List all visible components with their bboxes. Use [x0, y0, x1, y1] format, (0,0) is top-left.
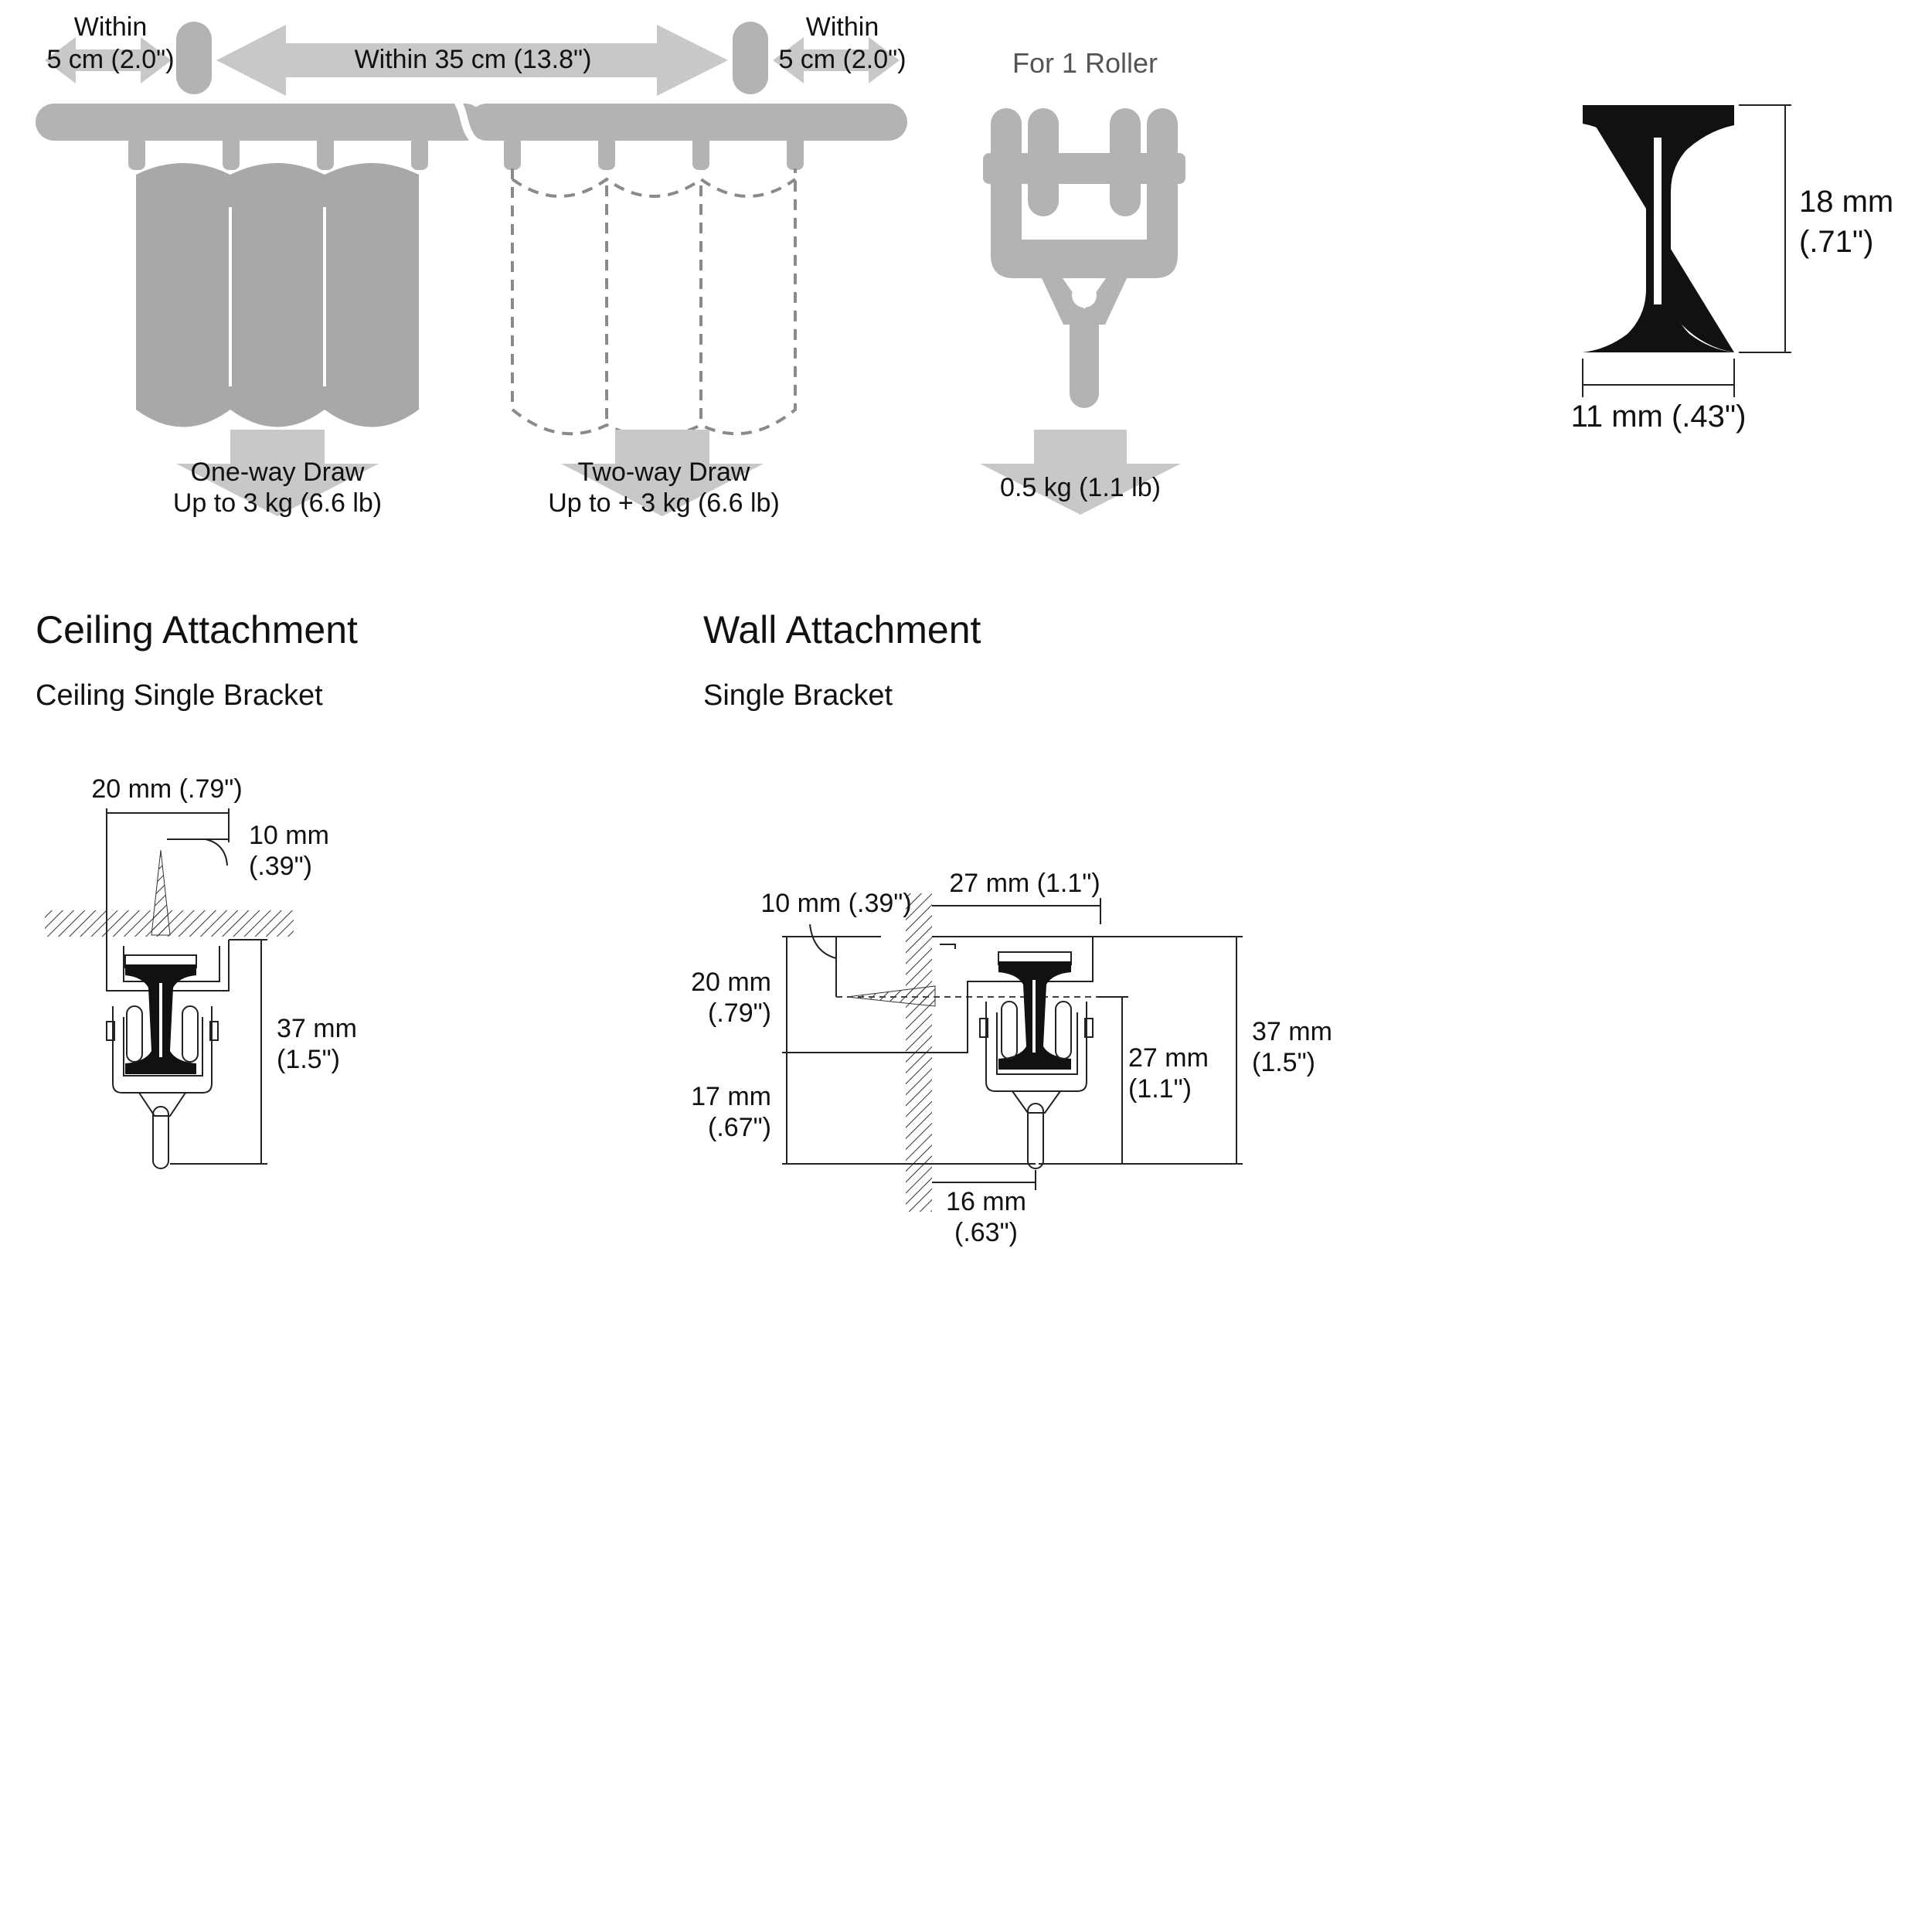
wall-dim-16-1: 16 mm [946, 1187, 1026, 1216]
curtain-dashed [512, 168, 795, 437]
wall-dim-top: 27 mm (1.1") [949, 869, 1100, 898]
two-way-label: Two-way Draw [577, 457, 750, 487]
right-gap-label-2: 5 cm (2.0") [778, 45, 906, 74]
right-gap-label-1: Within [805, 12, 879, 42]
one-way-load: Up to 3 kg (6.6 lb) [172, 488, 383, 518]
ceiling-dim-width: 20 mm (.79") [91, 774, 243, 804]
two-way-load: Up to + 3 kg (6.6 lb) [548, 488, 780, 518]
ceiling-bracket-diagram [45, 774, 357, 1168]
center-span-label: Within 35 cm (13.8") [354, 45, 592, 74]
ceiling-dim-height-1: 37 mm [277, 1014, 357, 1043]
roller-diagram [980, 47, 1185, 515]
wall-dim-20-1: 20 mm [691, 968, 771, 997]
wall-dim-16-2: (.63") [954, 1218, 1018, 1247]
roller-load-label: 0.5 kg (1.1 lb) [1000, 473, 1161, 502]
wall-dim-37-2: (1.5") [1252, 1048, 1315, 1077]
one-way-label: One-way Draw [190, 457, 365, 487]
wall-dim-17-2: (.67") [708, 1113, 771, 1142]
ceiling-heading: Ceiling Attachment [36, 608, 358, 651]
wall-dim-20-2: (.79") [708, 998, 771, 1028]
ceiling-dim-height-2: (1.5") [277, 1045, 340, 1074]
wall-bracket-diagram [691, 869, 1332, 1247]
curtain-solid [136, 163, 419, 427]
runners-right [504, 136, 804, 170]
wall-dim-27-1: 27 mm [1128, 1043, 1209, 1073]
profile-width: 11 mm (.43") [1570, 400, 1747, 434]
profile-diagram [1571, 105, 1894, 434]
ceiling-subheading: Ceiling Single Bracket [36, 679, 323, 712]
rail-diagram [36, 12, 907, 518]
ceiling-dim-offset-1: 10 mm [249, 821, 329, 850]
wall-subheading: Single Bracket [703, 679, 893, 712]
rail-left [36, 104, 484, 141]
wall-dim-37-1: 37 mm [1252, 1017, 1332, 1046]
left-gap-label-2: 5 cm (2.0") [46, 45, 175, 74]
ceiling-dim-offset-2: (.39") [249, 852, 312, 881]
wall-dim-17-1: 17 mm [691, 1082, 771, 1111]
right-stopper [733, 22, 768, 94]
wall-dim-screw: 10 mm (.39") [760, 889, 912, 918]
wall-dim-27-2: (1.1") [1128, 1074, 1192, 1104]
profile-height-1: 18 mm [1799, 185, 1894, 219]
rail-right [468, 104, 907, 141]
wall-heading: Wall Attachment [703, 608, 981, 651]
profile-height-2: (.71") [1799, 225, 1874, 259]
left-gap-label-1: Within [73, 12, 148, 42]
left-stopper [176, 22, 212, 94]
roller-title: For 1 Roller [1012, 47, 1158, 79]
